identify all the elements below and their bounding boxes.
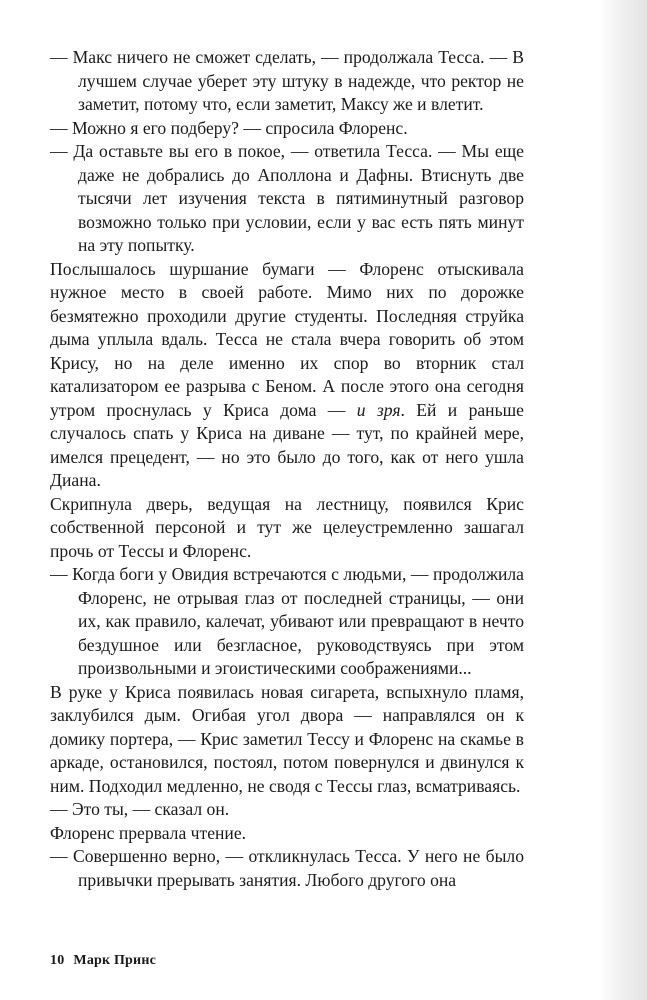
page-number: 10 (50, 953, 65, 968)
paragraph-1: — Макс ничего не сможет сделать, — продолжала Тесса. — В лучшем случае уберет эту штуку в надежде, что ректор не заметит, потому что, если заметит, Максу же и влетит. (50, 47, 524, 114)
paragraph-4 (50, 258, 524, 493)
paragraph-6: — Когда боги у Овидия встречаются с людьми, — продолжила Флоренс, не отрывая глаз от последней страницы, — они их, как правило, калечат, убивают или превращают в нечто бездушное или безгласное, руководствуясь при этом произвольными и эгоистическими соображениями... (50, 564, 524, 678)
running-author: Марк Принс (73, 953, 156, 968)
paragraph-5: Скрипнула дверь, ведущая на лестницу, появился Крис собственной персоной и тут же целеустремленно зашагал прочь от Тессы и Флоренс. (50, 493, 524, 561)
paragraph-10: — Совершенно верно, — откликнулась Тесса. У него не было привычки прерывать занятия. Любого другого она (50, 846, 524, 890)
body-text (50, 46, 524, 892)
paragraph-4-start: Послышалось шуршание бумаги — Флоренс отыскивала нужное место в своей работе. Мимо них по дорожке безмятежно проходили другие студенты. Последняя струйка дыма уплыла вдаль. Тесса не стала вчера говорить об этом Крису, но на деле именно их спор во вторник стал катализатором ее разрыва с Беном. А после этого она сегодня утром проснулась у Криса дома — (50, 258, 524, 420)
page-edge-shadow (599, 0, 647, 1000)
paragraph-9: Флоренс прервала чтение. (50, 822, 247, 843)
paragraph-2: — Можно я его подберу? — спросила Флоренс. (50, 117, 408, 138)
paragraph-4-end: . Ей и раньше случалось спать у Криса на диване — тут, по крайней мере, имелся прецедент, — но это было до того, как от него ушла Диана. (50, 399, 524, 490)
page-footer (50, 953, 156, 969)
paragraph-7: В руке у Криса появилась новая сигарета, вспыхнуло пламя, заклубился дым. Огибая угол двора — направлялся он к домику портера, — Крис заметил Тессу и Флоренс на скамье в аркаде, остановился, постоял, потом повернулся и двинулся к ним. Подходил медленно, не сводя с Тессы глаз, всматриваясь. (50, 681, 524, 796)
paragraph-4-italic: и зря (356, 399, 401, 420)
paragraph-8: — Это ты, — сказал он. (50, 799, 230, 819)
paragraph-3: — Да оставьте вы его в покое, — ответила Тесса. — Мы еще даже не добрались до Аполлона и Дафны. Втиснуть две тысячи лет изучения текста в пятиминутный разговор возможно только при условии, если у вас есть пять минут на эту попытку. (50, 141, 524, 255)
